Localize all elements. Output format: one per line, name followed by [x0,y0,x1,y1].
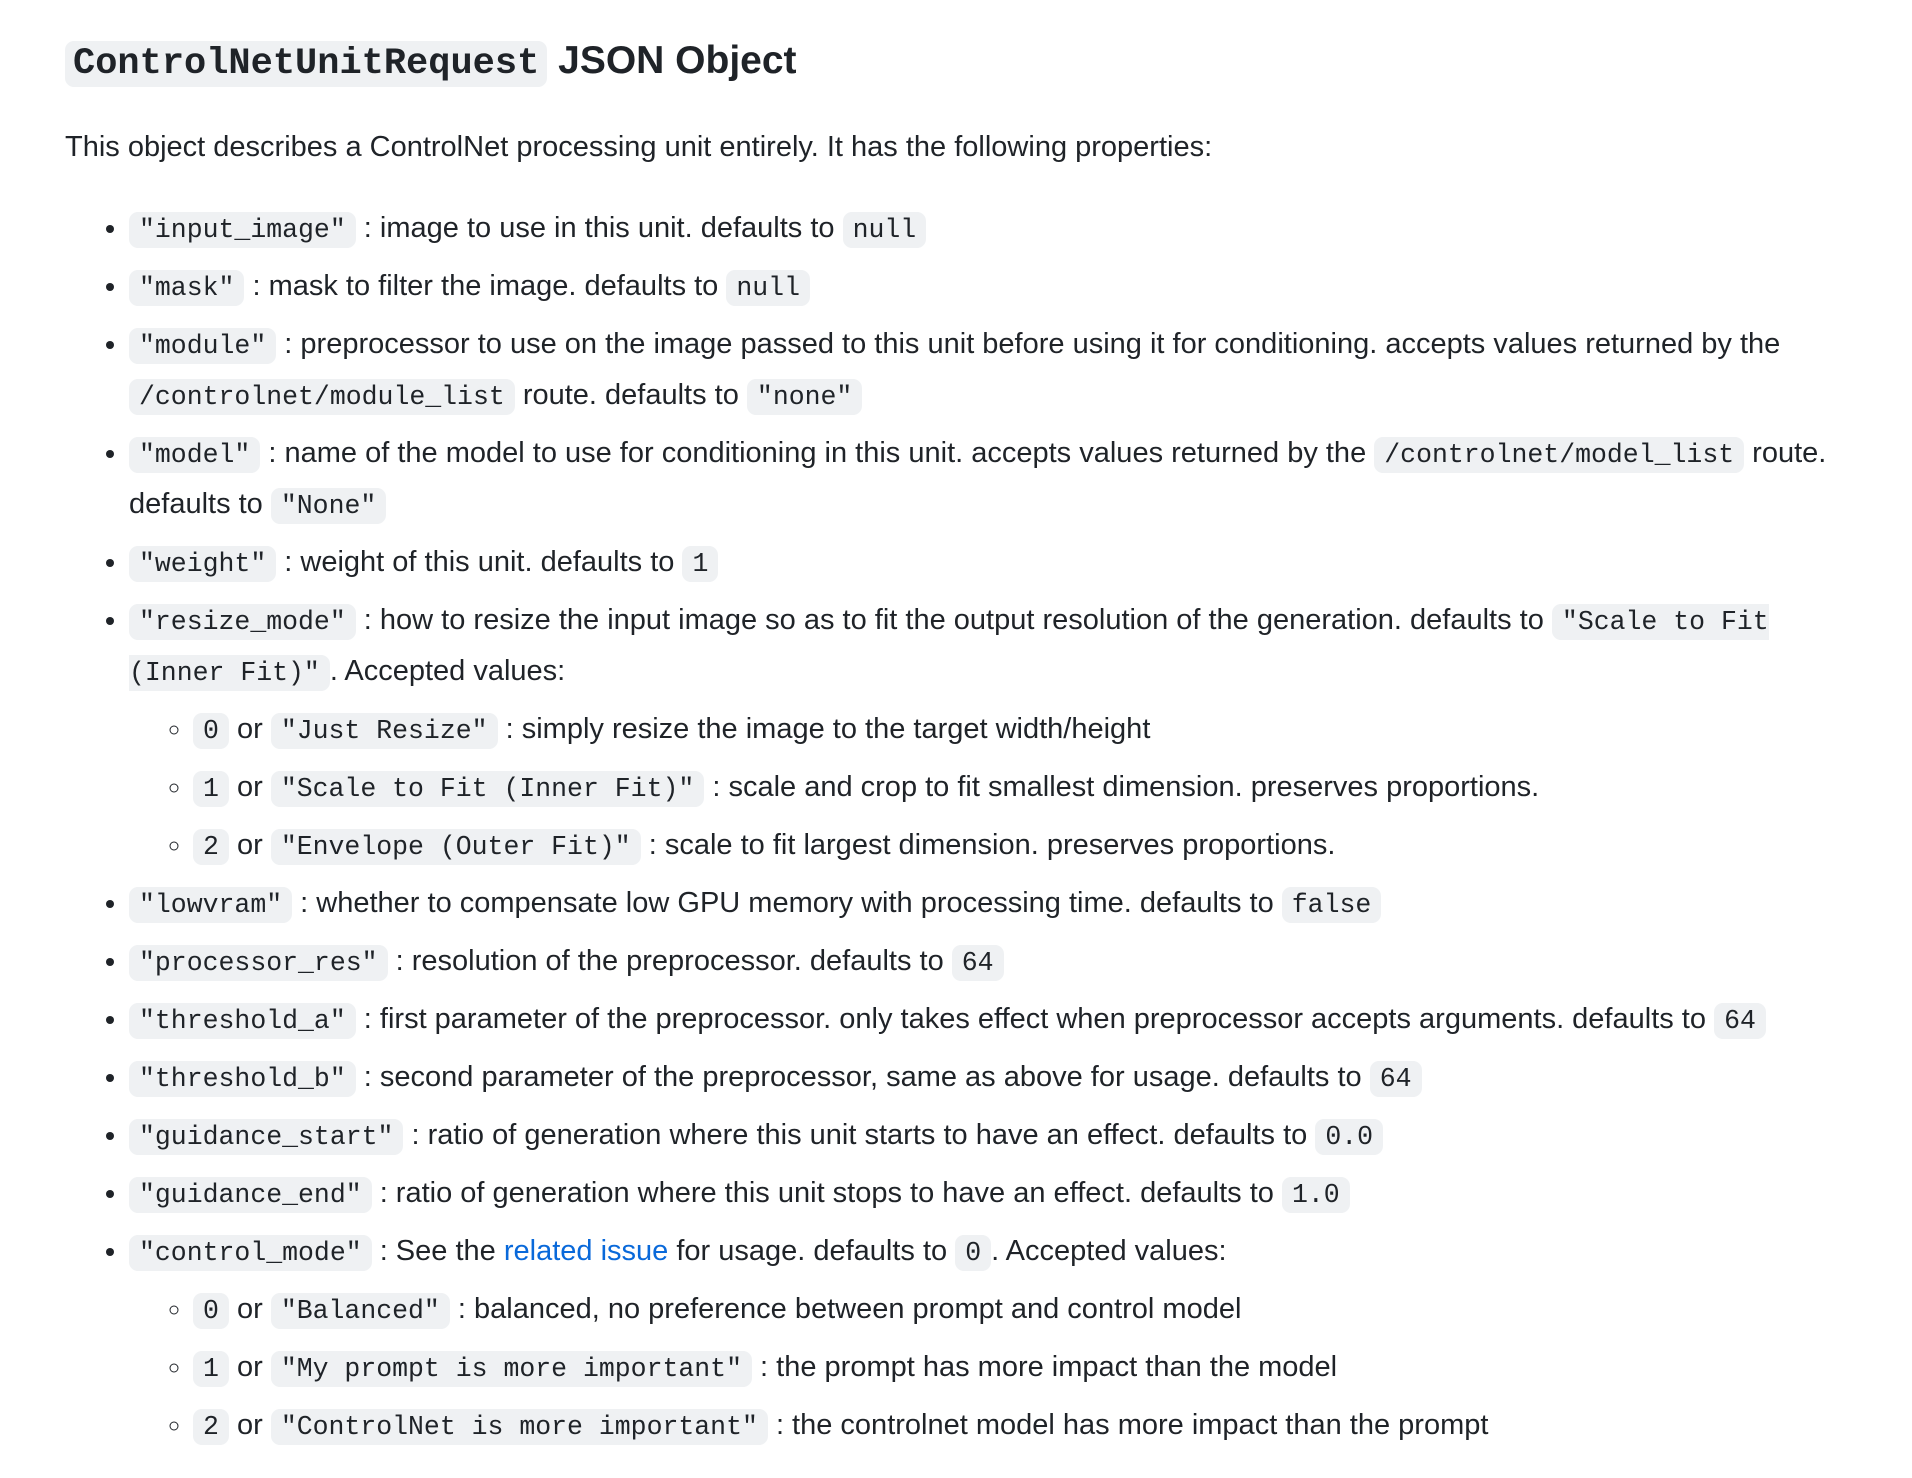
text: : how to resize the input image so as to fit the output resolution of the generation. defaults to [355,604,1552,636]
text: : resolution of the preprocessor. defaults to [387,945,952,977]
text: : name of the model to use for conditioning in this unit. accepts values returned by the [260,437,1375,469]
inline-code: "None" [271,488,386,524]
inline-code: "weight" [129,546,276,582]
text: : balanced, no preference between prompt and control model [449,1293,1242,1325]
property-list [65,204,1870,1452]
inline-code: "threshold_b" [129,1061,356,1097]
inline-code: "processor_res" [129,945,388,981]
inline-code: 0 [193,713,229,749]
text: or [228,771,271,803]
text: or [228,829,271,861]
inline-code: "control_mode" [129,1235,372,1271]
section-heading [65,36,1870,89]
property-item [129,262,1870,313]
inline-code: null [843,212,927,248]
inline-code: 1 [193,771,229,807]
inline-code: 0.0 [1315,1119,1383,1155]
accepted-value-item [193,1285,1870,1336]
text: : the controlnet model has more impact than the prompt [767,1409,1489,1441]
text: or [228,1351,271,1383]
inline-code: null [726,270,810,306]
text: route. defaults to [129,437,1827,520]
inline-code: "input_image" [129,212,356,248]
accepted-values-list [129,705,1870,872]
text: : simply resize the image to the target width/height [497,713,1151,745]
inline-code: 2 [193,829,229,865]
inline-code: "Scale to Fit (Inner Fit)" [271,771,704,807]
text: : ratio of generation where this unit starts to have an effect. defaults to [403,1119,1316,1151]
text: : weight of this unit. defaults to [276,546,683,578]
text: : mask to filter the image. defaults to [244,270,727,302]
property-item [129,1169,1870,1220]
property-item [129,879,1870,930]
property-item [129,1111,1870,1162]
inline-code: "model" [129,437,260,473]
text: : image to use in this unit. defaults to [355,212,843,244]
text: : whether to compensate low GPU memory with processing time. defaults to [292,887,1282,919]
text: for usage. defaults to [668,1235,956,1267]
text: route. defaults to [514,379,747,411]
text: or [228,1409,271,1441]
inline-code: "none" [747,379,862,415]
inline-code: 1 [682,546,718,582]
text: or [228,1293,271,1325]
inline-code: "Just Resize" [271,713,498,749]
property-item [129,1053,1870,1104]
inline-code: "mask" [129,270,244,306]
property-item [129,429,1870,531]
accepted-value-item [193,1401,1870,1452]
property-item [129,538,1870,589]
inline-code: "guidance_end" [129,1177,372,1213]
property-item [129,937,1870,988]
inline-code: "module" [129,328,276,364]
property-item [129,995,1870,1046]
property-item [129,1227,1870,1452]
accepted-value-item [193,1343,1870,1394]
markdown-body [65,36,1870,1452]
inline-code: "lowvram" [129,887,292,923]
accepted-value-item [193,705,1870,756]
accepted-value-item [193,763,1870,814]
inline-code: 64 [1370,1061,1422,1097]
text: . Accepted values: [991,1235,1227,1267]
intro-paragraph: This object describes a ControlNet processing unit entirely. It has the following properties: [65,131,1213,163]
text: : second parameter of the preprocessor, same as above for usage. defaults to [355,1061,1370,1093]
inline-code: "Balanced" [271,1293,450,1329]
text: . Accepted values: [329,655,566,687]
text: : See the [371,1235,504,1267]
text: : first parameter of the preprocessor. only takes effect when preprocessor accepts arguments. defaults to [355,1003,1715,1035]
inline-code: 64 [952,945,1004,981]
heading-text: JSON Object [558,39,797,82]
inline-code: 1.0 [1282,1177,1350,1213]
text: : the prompt has more impact than the model [752,1351,1338,1383]
inline-code: "guidance_start" [129,1119,403,1155]
inline-code: 2 [193,1409,229,1445]
inline-code: /controlnet/module_list [129,379,515,415]
text: : scale to fit largest dimension. preserves proportions. [640,829,1336,861]
inline-code: 1 [193,1351,229,1387]
heading-code: ControlNetUnitRequest [65,41,547,87]
inline-code: 64 [1714,1003,1766,1039]
accepted-value-item [193,821,1870,872]
text: : ratio of generation where this unit stops to have an effect. defaults to [371,1177,1282,1209]
inline-code: "Scale to Fit (Inner Fit)" [129,604,1769,691]
inline-code: 0 [955,1235,991,1271]
inline-code: /controlnet/model_list [1374,437,1744,473]
inline-code: "Envelope (Outer Fit)" [271,829,641,865]
text: : preprocessor to use on the image passed to this unit before using it for conditioning. accepts values returned by the [276,328,1781,360]
inline-code: false [1282,887,1382,923]
inline-code: "ControlNet is more important" [271,1409,768,1445]
text: : scale and crop to fit smallest dimension. preserves proportions. [704,771,1540,803]
property-item [129,204,1870,255]
accepted-values-list [129,1285,1870,1452]
inline-code: "resize_mode" [129,604,356,640]
inline-code: "My prompt is more important" [271,1351,752,1387]
text: or [228,713,271,745]
property-item [129,320,1870,422]
property-item [129,596,1870,872]
inline-code: "threshold_a" [129,1003,356,1039]
inline-code: 0 [193,1293,229,1329]
related-issue-link[interactable]: related issue [503,1235,669,1267]
